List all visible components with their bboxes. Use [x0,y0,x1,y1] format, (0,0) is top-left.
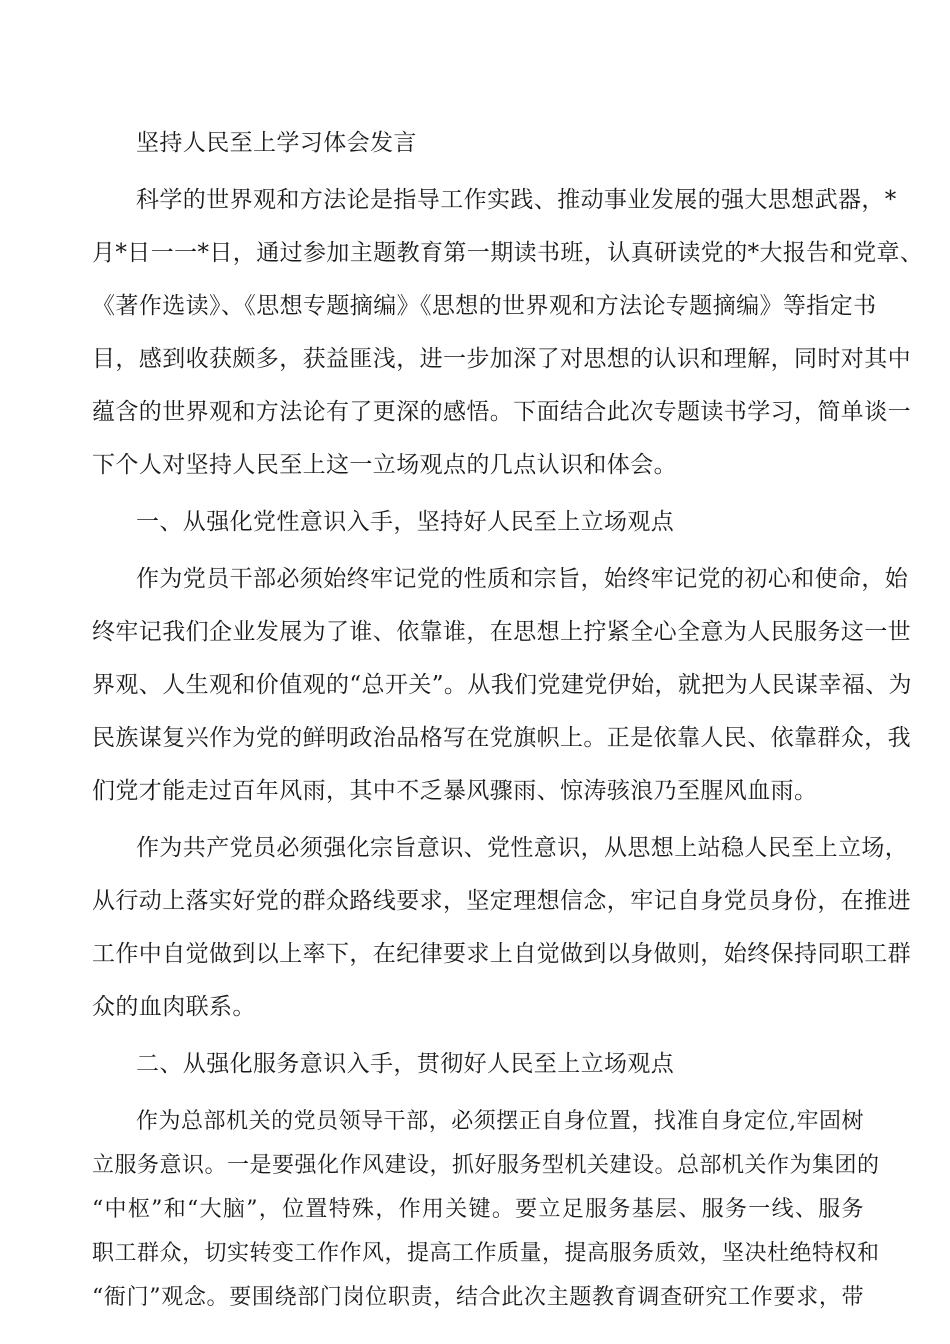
text-line: 终牢记我们企业发展为了谁、依靠谁，在思想上拧紧全心全意为人民服务这一世 [92,619,911,645]
text-line: 众的血肉联系。 [92,994,256,1020]
page-title: 坚持人民至上学习体会发言 [136,130,417,156]
text-line: 下个人对坚持人民至上这一立场观点的几点认识和体会。 [92,452,677,478]
text-line: 工作中自觉做到以上率下，在纪律要求上自觉做到以身做则，始终保持同职工群 [92,941,911,967]
text-line: 立服务意识。一是要强化作风建设，抓好服务型机关建设。总部机关作为集团的 [92,1153,880,1178]
text-line: 《著作选读》、《思想专题摘编》《思想的世界观和方法论专题摘编》等指定书 [92,293,877,319]
text-line: “衙门”观念。要围绕部门岗位职责，结合此次主题教育调查研究工作要求，带 [92,1285,864,1310]
section-heading-2: 二、从强化服务意识入手，贯彻好人民至上立场观点 [136,1051,675,1077]
section-heading-1: 一、从强化党性意识入手，坚持好人民至上立场观点 [136,509,675,535]
text-line: 科学的世界观和方法论是指导工作实践、推动事业发展的强大思想武器，* [136,187,897,213]
text-line: 蕴含的世界观和方法论有了更深的感悟。下面结合此次专题读书学习，简单谈一 [92,399,911,425]
text-line: “中枢”和“大脑”，位置特殊，作用关键。要立足服务基层、服务一线、服务 [92,1197,864,1222]
text-line: 们党才能走过百年风雨，其中不乏暴风骤雨、惊涛骇浪乃至腥风血雨。 [92,778,818,804]
text-line: 作为党员干部必须始终牢记党的性质和宗旨，始终牢记党的初心和使命，始 [136,566,909,592]
text-line: 月*日一一*日，通过参加主题教育第一期读书班，认真研读党的*大报告和党章、 [92,240,924,266]
text-line: 作为总部机关的党员领导干部，必须摆正自身位置，找准自身定位,牢固树 [136,1109,864,1134]
text-line: 民族谋复兴作为党的鲜明政治品格写在党旗帜上。正是依靠人民、依靠群众，我 [92,725,911,751]
text-line: 界观、人生观和价值观的“总开关”。从我们党建党伊始，就把为人民谋幸福、为 [92,672,912,698]
text-line: 作为共产党员必须强化宗旨意识、党性意识，从思想上站稳人民至上立场， [136,835,909,861]
text-line: 目，感到收获颇多，获益匪浅，进一步加深了对思想的认识和理解，同时对其中 [92,346,911,372]
text-line: 职工群众，切实转变工作作风，提高工作质量，提高服务质效，坚决杜绝特权和 [92,1241,880,1266]
text-line: 从行动上落实好党的群众路线要求，坚定理想信念，牢记自身党员身份，在推进 [92,888,911,914]
